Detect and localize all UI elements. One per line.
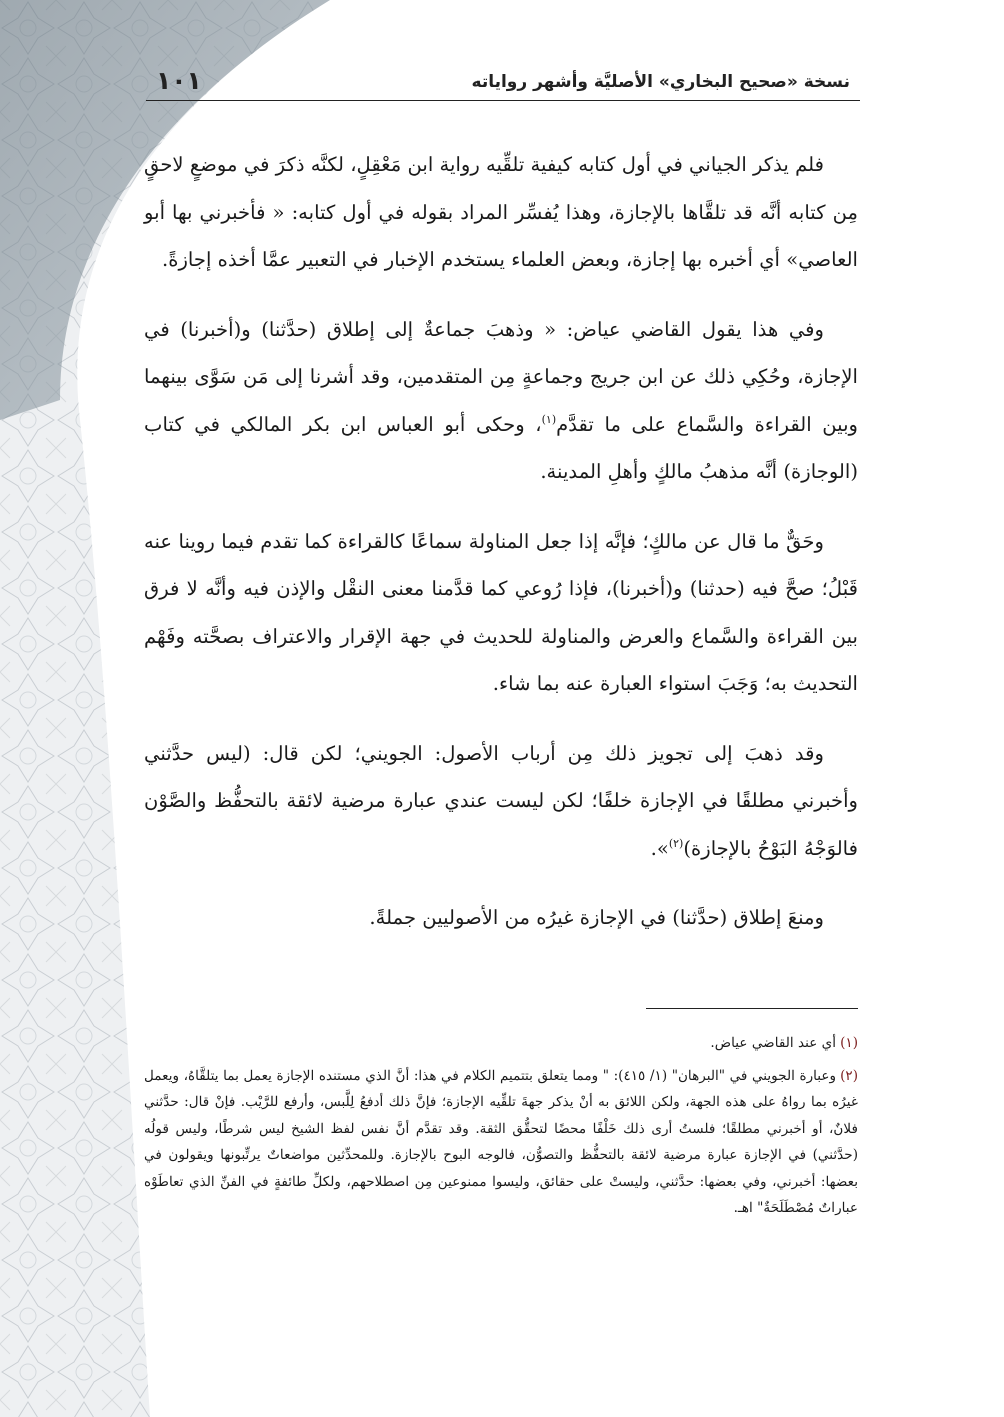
paragraph-3 <box>144 518 858 708</box>
paragraph-2 <box>144 306 858 496</box>
paragraph-5 <box>144 894 858 942</box>
footnote-ref-1[interactable]: (١) <box>541 412 557 426</box>
footnote-ref-2[interactable]: (٢) <box>668 836 684 850</box>
running-title: نسخة «صحيح البخاري» الأصليَّة وأشهر رواياته <box>471 72 850 92</box>
footnote-number: (٢) <box>840 1067 858 1084</box>
paragraph-text: وفي هذا يقول القاضي عياض: « وذهبَ جماعةٌ إلى إطلاق (حدَّثنا) و(أخبرنا) في الإجازة، وحُكِي ذلك عن ابن جريج وجماعةٍ مِن المتقدمين، وقد أشرنا إلى مَن سَوَّى بينهما وبين القراءة والسَّماع على ما تقدَّم <box>144 317 858 436</box>
footnote-number: (١) <box>840 1035 858 1051</box>
page-number: ١٠١ <box>156 66 202 95</box>
footnote-2 <box>144 1063 858 1222</box>
paragraph-text: ». <box>650 836 669 860</box>
footnote-1 <box>144 1030 858 1057</box>
paragraph-text: وقد ذهبَ إلى تجويز ذلك مِن أرباب الأصول: الجويني؛ لكن قال: (ليس حدَّثني وأخبرني مطلقًا في الإجازة خلفًا؛ لكن ليست عندي عبارة مرضية لائقة بالتحفُّظ والصَّوْن فالوَجْهُ البَوْحُ بالإجازة) <box>144 741 858 860</box>
paragraph-4 <box>144 730 858 873</box>
footnotes <box>144 1030 858 1228</box>
paragraph-text: وحَقٌّ ما قال عن مالكٍ؛ فإنَّه إذا جعل المناولة سماعًا كالقراءة كما تقدم فيما روينا عنه قَبْلُ؛ صحَّ فيه (حدثنا) و(أخبرنا)، فإذا رُوعي كما قدَّمنا معنى النقْل والإذن فيه وأنَّه لا فرق بين القراءة والسَّماع والعرض والمناولة للحديث في جهة الإقرار والاعتراف بصحَّته وفَهْم التحديث به؛ وَجَبَ استواء العبارة عنه بما شاء. <box>144 529 858 695</box>
paragraph-text: ومنعَ إطلاق (حدَّثنا) في الإجازة غيرُه من الأصوليين جملةً. <box>369 906 824 929</box>
paragraph-text: فلم يذكر الجياني في أول كتابه كيفية تلقِّيه رواية ابن مَعْقِلٍ، لكنَّه ذكرَ في موضعٍ لاحقٍ مِن كتابه أنَّه قد تلقَّاها بالإجازة، وهذا يُفسِّر المراد بقوله في أول كتابه: « فأخبرني بها أبو العاصي» أي أخبره بها إجازة، وبعض العلماء يستخدم الإخبار في التعبير عمَّا أخذه إجازةً. <box>143 153 858 271</box>
footnote-separator <box>646 1008 858 1009</box>
main-text <box>144 141 858 942</box>
header-rule <box>146 100 860 101</box>
paragraph-1 <box>144 141 858 284</box>
paragraph-text: ، وحكى أبو العباس ابن بكر المالكي في كتاب (الوجازة) أنَّه مذهبُ مالكٍ وأهلِ المدينة. <box>144 412 858 483</box>
footnote-text: وعبارة الجويني في "البرهان" (١/ ٤١٥): " ومما يتعلق بتتميم الكلام في هذا: أنَّ الذي مستنده الإجازة يعمل بما يتلقَّاهُ، ويعمل غيرُه بما رواهُ على هذه الجهة، ولكن اللائق به أنْ يذكر جهةَ تلقِّيه الإجازة؛ فإنَّ ذلك أدفعُ لِلَّبس، وأرفع للرَّيْب. فإنْ قال: حدَّثني فلانٌ، أو أخبرني مطلقًا؛ فلستُ أرى ذلك خَلْفًا محضًا لتحقُّق الثقة. وقد تقدَّم أنَّ نفس لفظ الشيخ ليس شرطًا، وليس قولُه (حدَّثني) في الإجازة عبارة مرضية لائقة بالتحفُّظ والتصوُّن، فالوجه البوح بالإجازة. وللمحدِّثين مواضعاتٌ يرتِّبونها ويقولون في بعضها: أخبرني، وفي بعضها: حدَّثني، وليستْ على حقائق، وليسوا ممنوعين مِن اصطلاحهم، ولكلِّ طائفةٍ في الفنِّ الذي تعاطَوْه عباراتٌ مُصْطَلَحَةٌ" اهـ. <box>144 1067 858 1216</box>
footnote-text: أي عند القاضي عياض. <box>710 1035 837 1051</box>
